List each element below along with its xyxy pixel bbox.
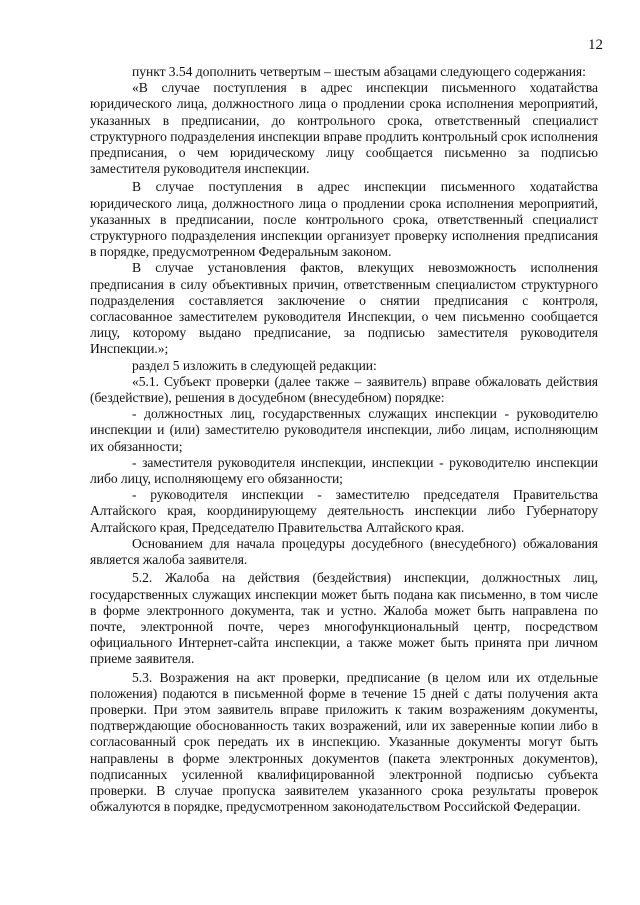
paragraph-objective-impossibility: В случае установления фактов, влекущих невозможность исполнения предписания в силу объективных причин, ответственным специалистом структурного подразделения составляется заключение о снятии предписания с контроля, согласованное заместителем руководителя Инспекции, о чем письменно сообщается лицу, которому выдано предписание, за подписью заместителя руководителя Инспекции.»; — [90, 260, 598, 357]
list-item-officials: - должностных лиц, государственных служащих инспекции - руководителю инспекции и (или) заместителю руководителя инспекции, либо лицам, исполняющим их обязанности; — [90, 406, 598, 454]
paragraph-5-2: 5.2. Жалоба на действия (бездействия) инспекции, должностных лиц, государственных служащих инспекции может быть подана как письменно, в том числе в форме электронного документа, так и устно. Жалоба может быть направлена по почте, электронной почте, через многофункциональный центр, посредством официального Интернет-сайта инспекции, а также может быть принята при личном приеме заявителя. — [90, 570, 598, 667]
document-body — [90, 64, 598, 815]
paragraph-intro: пункт 3.54 дополнить четвертым – шестым абзацами следующего содержания: — [132, 64, 586, 79]
page-number: 12 — [588, 37, 603, 53]
paragraph-5-3: 5.3. Возражения на акт проверки, предписание (в целом или их отдельные положения) подаются в письменной форме в течение 15 дней с даты получения акта проверки. При этом заявитель вправе приложить к таким возражениям документы, подтверждающие обоснованность таких возражений, или их заверенные копии либо в согласованный срок передать их в инспекцию. Указанные документы могут быть направлены в форме электронных документов (пакета электронных документов), подписанных усиленной квалифицированной электронной подписью субъекта проверки. В случае пропуска заявителем указанного срока результаты проверок обжалуются в порядке, предусмотренном законодательством Российской Федерации. — [90, 669, 598, 815]
paragraph-extension-before-deadline: «В случае поступления в адрес инспекции письменного ходатайства юридического лица, должностного лица о продлении срока исполнения мероприятий, указанных в предписании, до контрольного срока, ответственный специалист структурного подразделения инспекции вправе продлить контрольный срок исполнения предписания, о чем юридическому лицу сообщается письменно за подписью заместителя руководителя инспекции. — [90, 80, 598, 177]
list-item-deputy-head: - заместителя руководителя инспекции, инспекции - руководителю инспекции либо лицу, исполняющему его обязанности; — [90, 454, 598, 487]
paragraph-grounds: Основанием для начала процедуры досудебного (внесудебного) обжалования является жалоба заявителя. — [90, 535, 598, 568]
list-item-head: - руководителя инспекции - заместителю председателя Правительства Алтайского края, координирующему деятельность инспекции либо Губернатору Алтайского края, Председателю Правительства Алтайского края. — [90, 487, 598, 535]
paragraph-extension-after-deadline: В случае поступления в адрес инспекции письменного ходатайства юридического лица, должностного лица о продлении срока исполнения мероприятий, указанных в предписании, после контрольного срока, ответственный специалист структурного подразделения инспекции организует проверку исполнения предписания в порядке, предусмотренном Федеральным законом. — [90, 179, 598, 260]
paragraph-section-5-intro: раздел 5 изложить в следующей редакции: — [132, 357, 377, 373]
paragraph-5-1: «5.1. Субъект проверки (далее также – заявитель) вправе обжаловать действия (бездействие), решения в досудебном (внесудебном) порядке: — [90, 373, 598, 406]
